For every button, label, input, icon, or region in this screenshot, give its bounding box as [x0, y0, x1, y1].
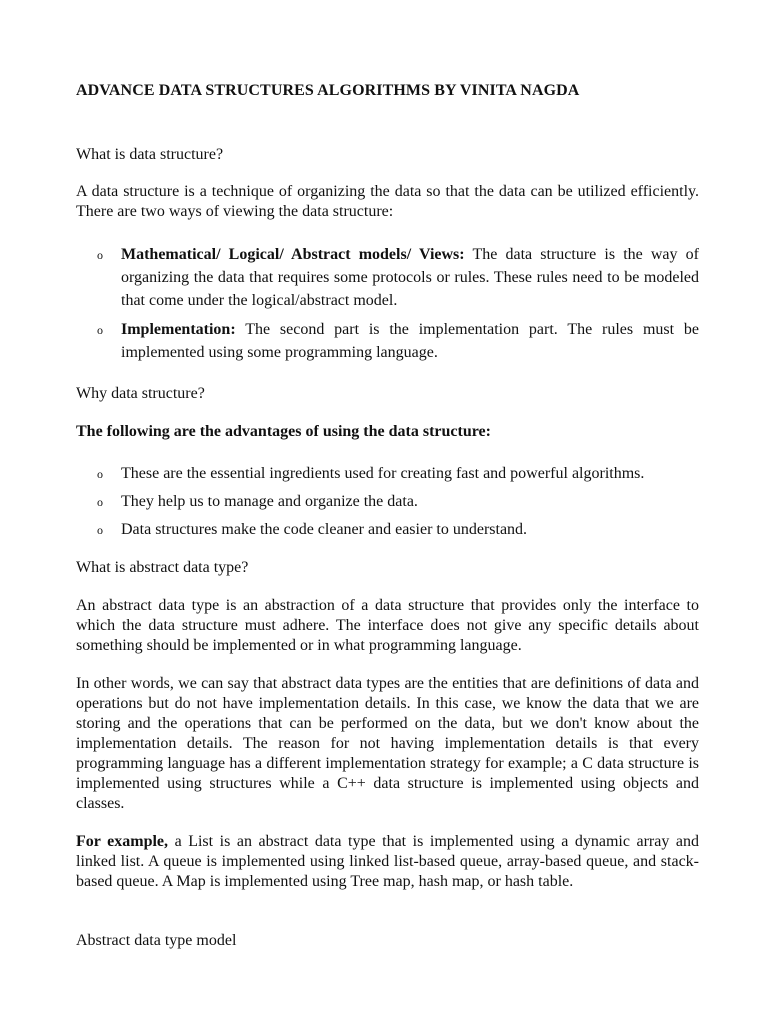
- bullet-icon: o: [97, 523, 103, 537]
- paragraph-adt-explanation: In other words, we can say that abstract data types are the entities that are definitions of data and operations but do not have implementation details. In this case, we know the data that we are storing and the operations that can be performed on the data, but we don't know about the implementation details. The reason for not having implementation details is that every programming language has a different implementation strategy for example; a C data structure is implemented using structures while a C++ data structure is implemented using objects and classes.: [76, 675, 699, 812]
- list-item: [76, 490, 699, 513]
- list-item-text: The second part is the implementation part. The rules must be implemented using some programming language.: [121, 321, 699, 361]
- question-abstract-data-type: What is abstract data type?: [76, 559, 249, 576]
- list-item-text: The data structure is the way of organizing the data that requires some protocols or rules. These rules need to be modeled that come under the logical/abstract model.: [121, 246, 700, 309]
- list-item: [76, 462, 699, 485]
- question-what-is-data-structure: What is data structure?: [76, 146, 224, 163]
- example-lead: For example,: [76, 833, 169, 850]
- list-item-text: Data structures make the code cleaner and easier to understand.: [121, 521, 528, 538]
- list-item-term: Mathematical/ Logical/ Abstract models/ Views:: [121, 246, 465, 263]
- list-item: [76, 518, 699, 541]
- document-title: ADVANCE DATA STRUCTURES ALGORITHMS BY VINITA NAGDA: [76, 82, 580, 99]
- advantages-heading: The following are the advantages of using the data structure:: [76, 423, 491, 440]
- list-item-text: These are the essential ingredients used for creating fast and powerful algorithms.: [121, 465, 645, 482]
- example-text: a List is an abstract data type that is implemented using a dynamic array and linked list. A queue is implemented using linked list-based queue, array-based queue, and stack-based queue. A Map is implemented using Tree map, hash map, or hash table.: [76, 833, 699, 890]
- views-list: [76, 243, 699, 364]
- question-why-data-structure: Why data structure?: [76, 385, 205, 402]
- paragraph-adt-definition: An abstract data type is an abstraction of a data structure that provides only the interface to which the data structure must adhere. The interface does not give any specific details about something should be implemented or in what programming language.: [76, 597, 699, 654]
- bullet-icon: o: [97, 467, 103, 481]
- paragraph-data-structure-definition: A data structure is a technique of organizing the data so that the data can be utilized efficiently. There are two ways of viewing the data structure:: [76, 183, 699, 220]
- list-item: [76, 243, 699, 312]
- list-item-term: Implementation:: [121, 321, 236, 338]
- list-item: [76, 318, 699, 364]
- bullet-icon: o: [97, 495, 103, 509]
- list-item-text: They help us to manage and organize the data.: [121, 493, 418, 510]
- paragraph-example: [76, 832, 699, 892]
- bullet-icon: o: [97, 323, 103, 337]
- question-adt-model: Abstract data type model: [76, 932, 237, 949]
- bullet-icon: o: [97, 248, 103, 262]
- advantages-list: [76, 462, 699, 541]
